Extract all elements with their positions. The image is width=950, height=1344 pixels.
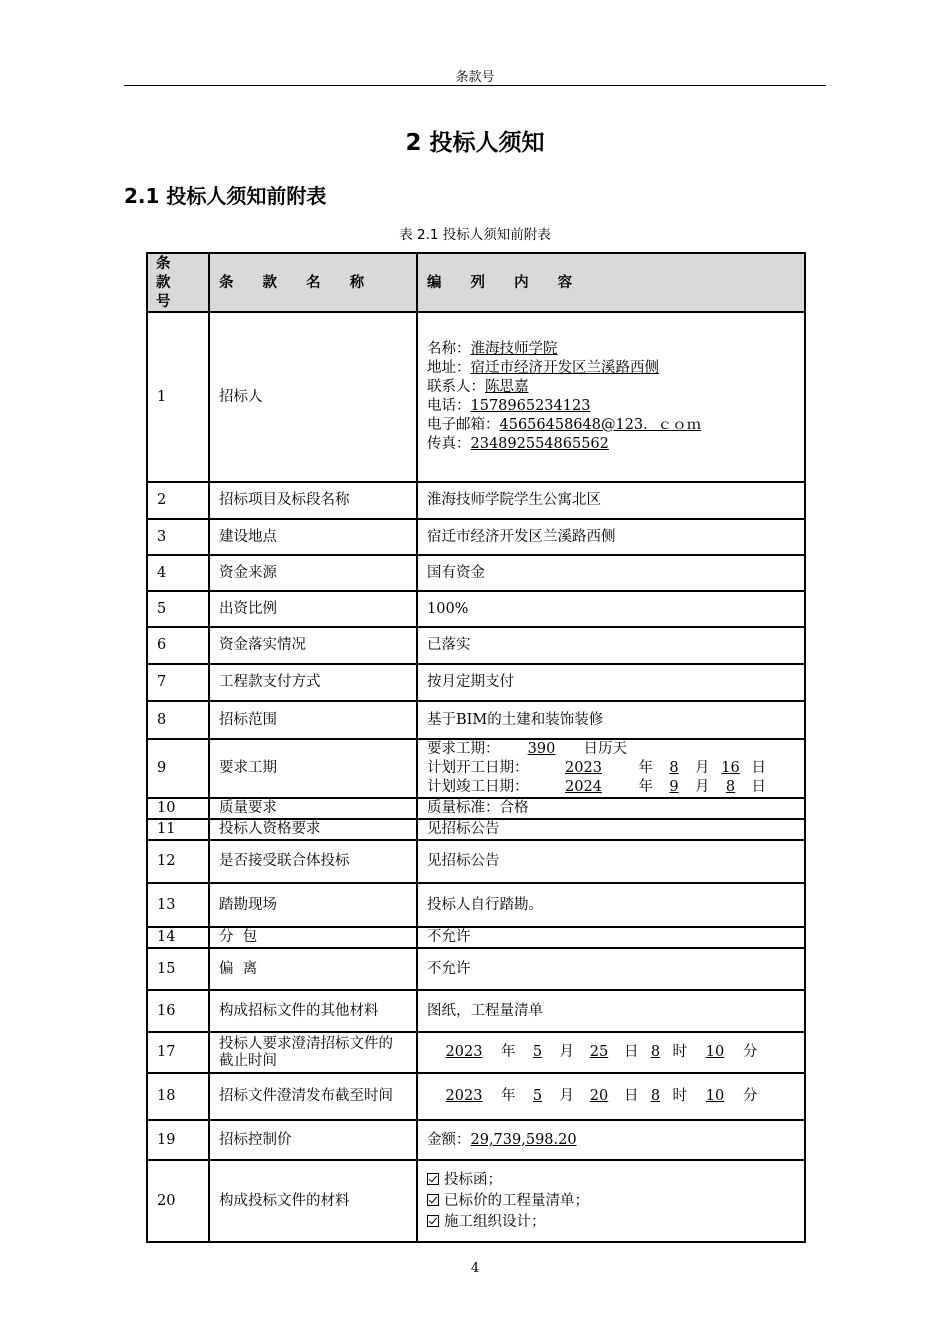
row-number: 14	[147, 927, 209, 948]
table-row	[147, 1160, 805, 1242]
tenderer-name: 淮海技师学院	[470, 341, 558, 357]
row-name: 构成投标文件的材料	[209, 1160, 417, 1242]
row-number: 4	[147, 555, 209, 591]
row-content: 已落实	[417, 627, 805, 664]
row-name: 出资比例	[209, 591, 417, 627]
running-header: 条款号	[455, 70, 495, 85]
row-name: 招标控制价	[209, 1120, 417, 1160]
end-day: 8	[725, 779, 736, 795]
table-row	[147, 627, 805, 664]
row-number: 1	[147, 312, 209, 482]
table-row	[147, 1032, 805, 1073]
row-name: 质量要求	[209, 798, 417, 819]
control-price-amount: 29,739,598.20	[470, 1131, 577, 1148]
row-content: 国有资金	[417, 555, 805, 591]
row-number: 13	[147, 883, 209, 927]
page-number: 4	[470, 1261, 480, 1276]
row-number: 15	[147, 948, 209, 990]
row-content: 淮海技师学院学生公寓北区	[417, 482, 805, 519]
table-row	[147, 927, 805, 948]
row-number: 2	[147, 482, 209, 519]
header-content: 编 列 内 容	[417, 253, 805, 312]
table-row	[147, 312, 805, 482]
row-content: 见招标公告	[417, 819, 805, 840]
header-clause-number: 条款号	[147, 253, 209, 312]
tenderer-email: 45656458648@123．ｃｏｍ	[499, 417, 702, 433]
table-row	[147, 555, 805, 591]
row-name: 招标文件澄清发布截至时间	[209, 1073, 417, 1120]
table-row	[147, 1120, 805, 1160]
duration-days: 390	[527, 741, 556, 757]
checked-box-icon	[427, 1194, 439, 1206]
row-content: 按月定期支付	[417, 664, 805, 701]
header-rule	[124, 85, 826, 86]
table-row	[147, 701, 805, 739]
row-name: 分 包	[209, 927, 417, 948]
list-item: 投标函；	[427, 1170, 795, 1191]
row-name: 要求工期	[209, 739, 417, 798]
row-number: 20	[147, 1160, 209, 1242]
row-content: 不允许	[417, 927, 805, 948]
chapter-title: 2 投标人须知	[405, 130, 545, 156]
start-day: 16	[721, 760, 740, 776]
row-number: 5	[147, 591, 209, 627]
row-content: 投标人自行踏勘。	[417, 883, 805, 927]
row-number: 18	[147, 1073, 209, 1120]
row-name: 建设地点	[209, 519, 417, 555]
row-number: 3	[147, 519, 209, 555]
table-row	[147, 798, 805, 819]
tenderer-contact: 名称：淮海技师学院 地址：宿迁市经济开发区兰溪路西侧 联系人：陈思嘉 电话：1578965234123 电子邮箱：45656458648@123．ｃｏｍ 传真：234892554865562	[417, 312, 805, 482]
row-name: 资金落实情况	[209, 627, 417, 664]
row-number: 12	[147, 840, 209, 883]
checked-box-icon	[427, 1215, 439, 1227]
control-price: 金额：29,739,598.20	[417, 1120, 805, 1160]
table-row	[147, 1073, 805, 1120]
table-row	[147, 591, 805, 627]
row-content: 宿迁市经济开发区兰溪路西侧	[417, 519, 805, 555]
row-content: 不允许	[417, 948, 805, 990]
row-name: 招标范围	[209, 701, 417, 739]
end-month: 9	[669, 779, 679, 795]
schedule-content: 要求工期： 390 日历天 计划开工日期： 2023 年 8 月 16 日 计划竣工日期： 2024 年 9 月 8 日	[417, 739, 805, 798]
table-row	[147, 482, 805, 519]
table-row	[147, 739, 805, 798]
row-name: 招标人	[209, 312, 417, 482]
row-content: 基于BIM的土建和装饰装修	[417, 701, 805, 739]
table-row	[147, 840, 805, 883]
row-name: 投标人要求澄清招标文件的截止时间	[209, 1032, 417, 1073]
row-number: 17	[147, 1032, 209, 1073]
bid-materials-list	[417, 1160, 805, 1242]
row-name: 偏 离	[209, 948, 417, 990]
start-year: 2023	[565, 760, 602, 776]
row-number: 8	[147, 701, 209, 739]
tenderer-phone: 1578965234123	[470, 398, 591, 414]
row-name: 是否接受联合体投标	[209, 840, 417, 883]
tenderer-contact-person: 陈思嘉	[485, 379, 529, 395]
tenderer-fax: 234892554865562	[470, 436, 609, 452]
table-row	[147, 519, 805, 555]
row-number: 16	[147, 990, 209, 1032]
list-item: 施工组织设计；	[427, 1212, 795, 1233]
section-title: 2.1 投标人须知前附表	[124, 184, 327, 208]
row-name: 投标人资格要求	[209, 819, 417, 840]
table-header-row	[147, 253, 805, 312]
row-number: 7	[147, 664, 209, 701]
table-row	[147, 819, 805, 840]
table-caption: 表 2.1 投标人须知前附表	[399, 227, 551, 243]
table-row	[147, 990, 805, 1032]
row-content: 图纸，工程量清单	[417, 990, 805, 1032]
list-item: 已标价的工程量清单；	[427, 1191, 795, 1212]
row-name: 工程款支付方式	[209, 664, 417, 701]
row-number: 11	[147, 819, 209, 840]
clarification-release-deadline: 2023 年 5 月 20 日 8 时 10 分	[417, 1073, 805, 1120]
row-number: 10	[147, 798, 209, 819]
table-row	[147, 948, 805, 990]
row-content: 质量标准：合格	[417, 798, 805, 819]
bid-info-table	[146, 252, 806, 1243]
tenderer-address: 宿迁市经济开发区兰溪路西侧	[470, 360, 659, 376]
row-number: 19	[147, 1120, 209, 1160]
row-content: 见招标公告	[417, 840, 805, 883]
end-year: 2024	[565, 779, 602, 795]
row-name: 招标项目及标段名称	[209, 482, 417, 519]
header-clause-name: 条 款 名 称	[209, 253, 417, 312]
row-number: 6	[147, 627, 209, 664]
table-row	[147, 664, 805, 701]
row-content: 100%	[417, 591, 805, 627]
row-name: 构成招标文件的其他材料	[209, 990, 417, 1032]
row-number: 9	[147, 739, 209, 798]
start-month: 8	[669, 760, 679, 776]
row-name: 踏勘现场	[209, 883, 417, 927]
row-name: 资金来源	[209, 555, 417, 591]
checked-box-icon	[427, 1173, 439, 1185]
clarification-deadline: 2023 年 5 月 25 日 8 时 10 分	[417, 1032, 805, 1073]
table-row	[147, 883, 805, 927]
